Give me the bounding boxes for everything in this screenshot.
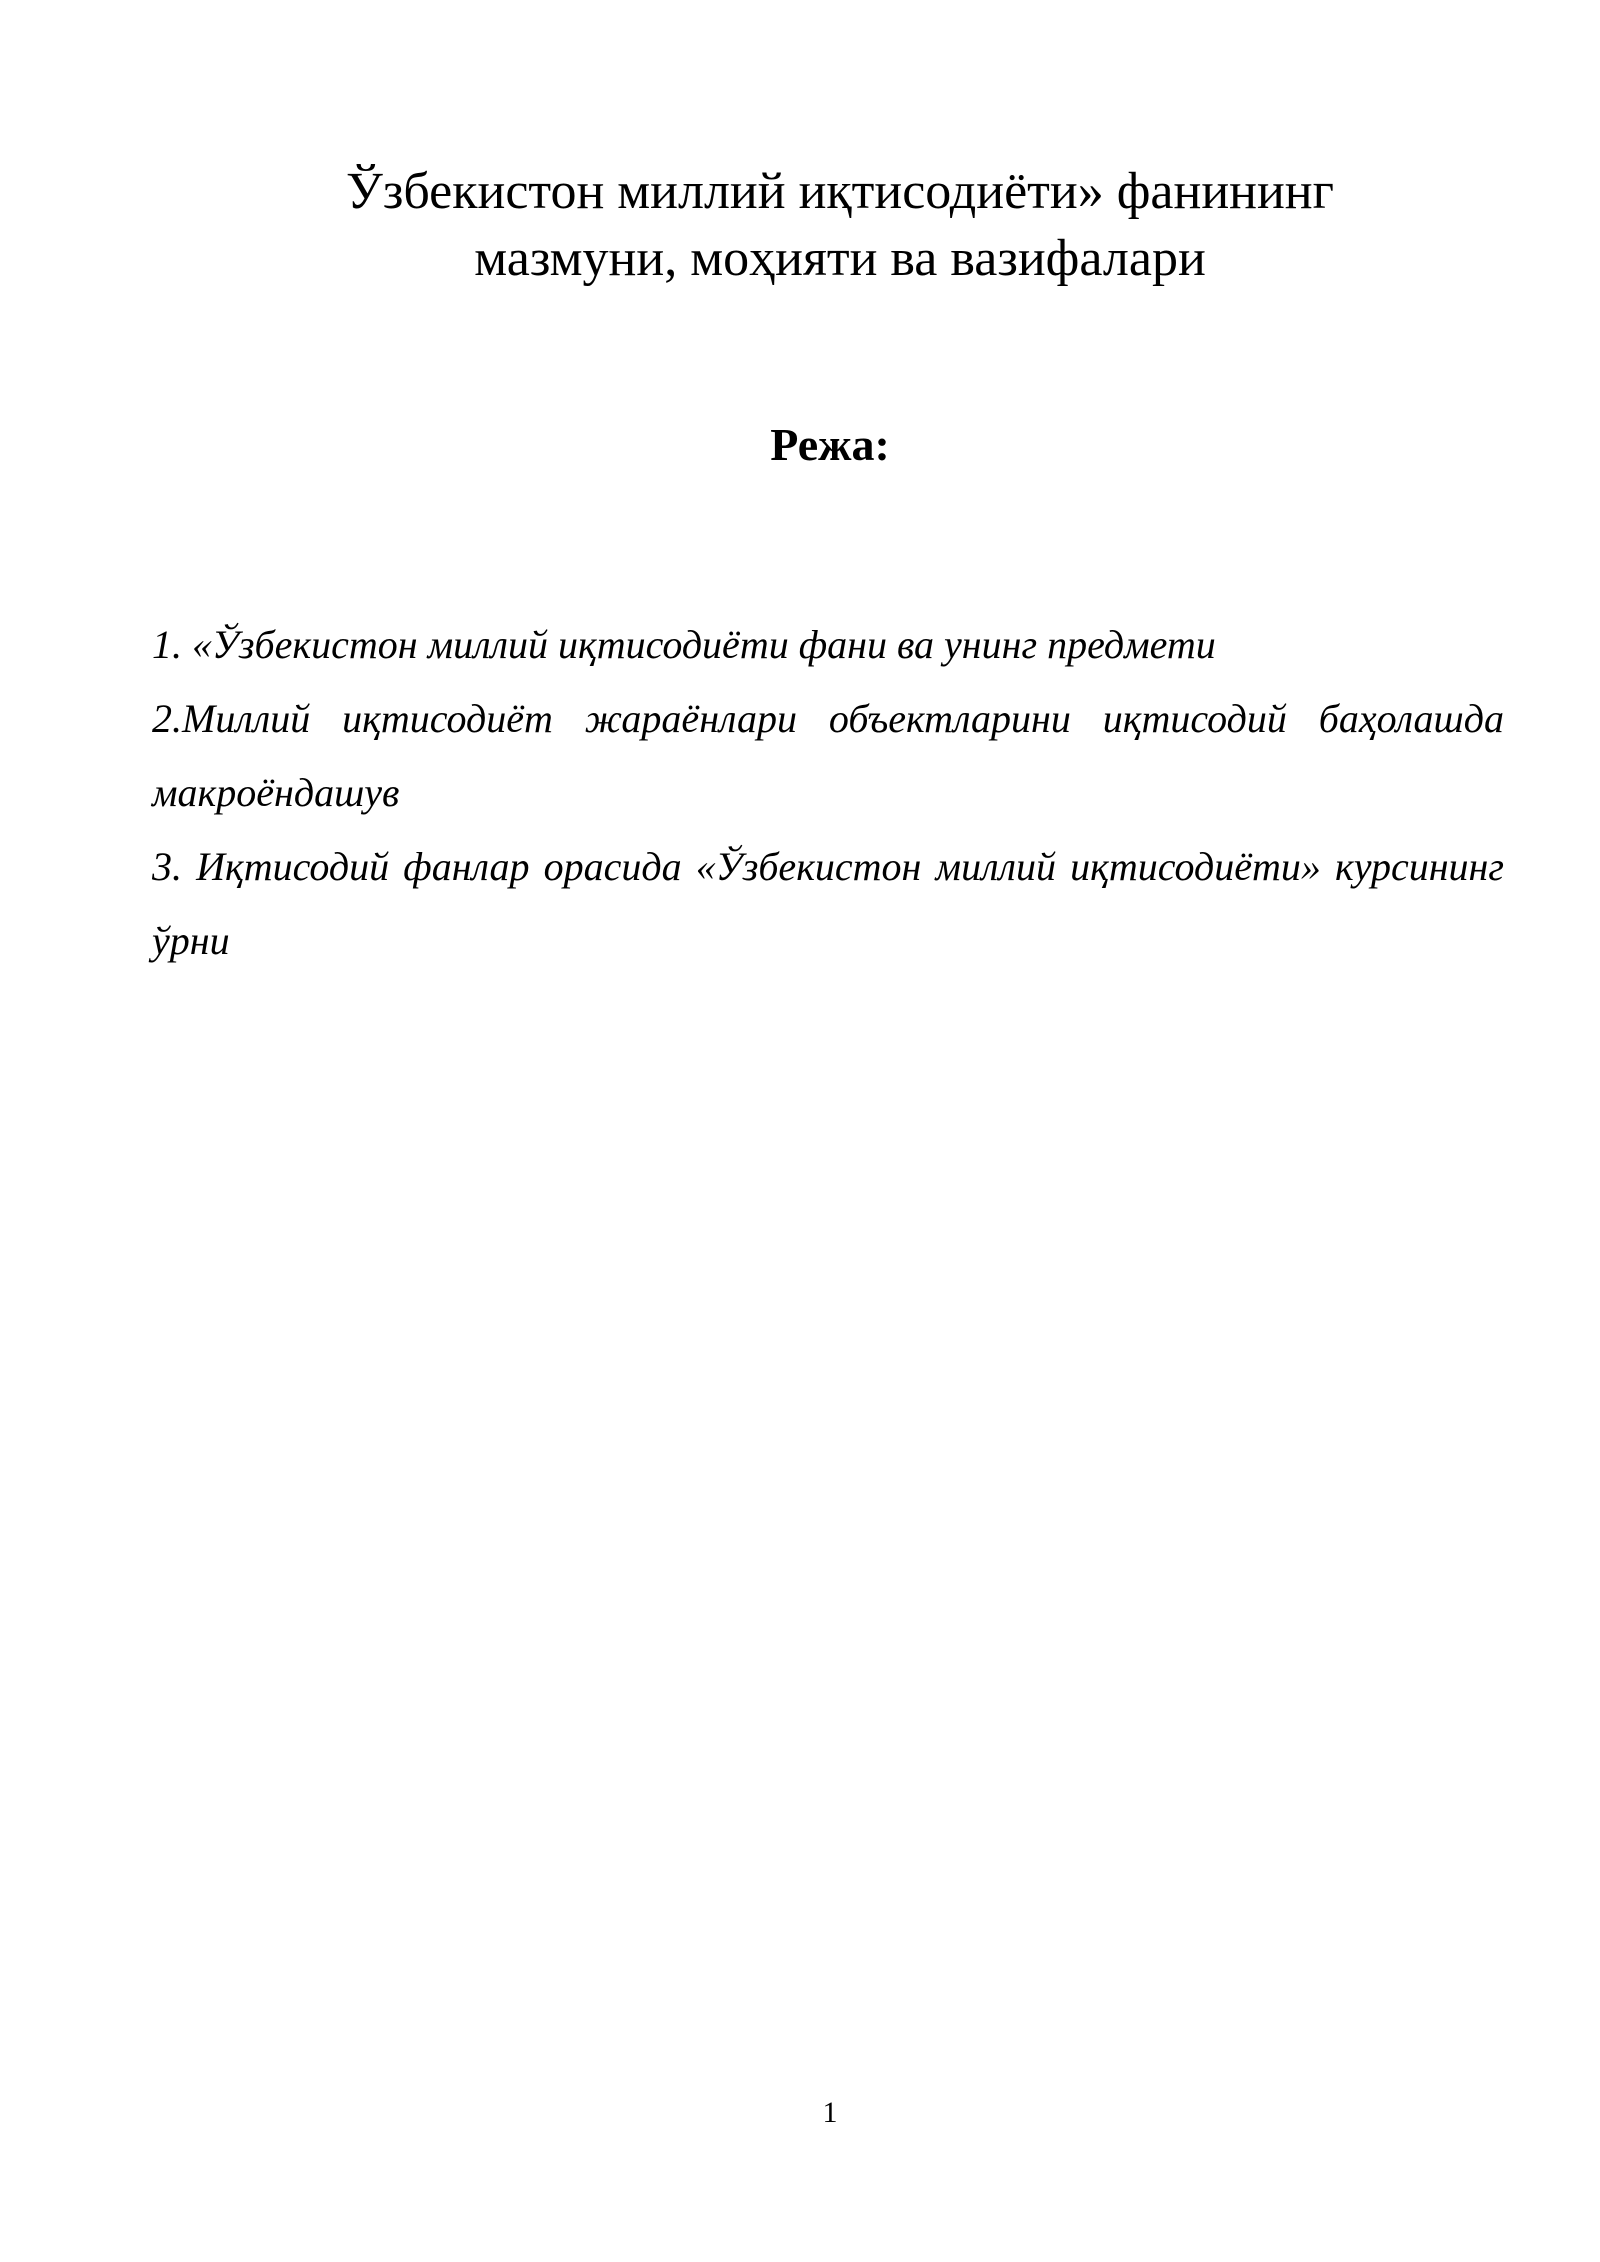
plan-item-3: 3. Иқтисодий фанлар орасида «Ўзбекистон миллий иқтисодиёти» курсининг ўрни <box>152 844 1504 963</box>
plan-item-2: 2.Миллий иқтисодиёт жараёнлари объектларини иқтисодий баҳолашда макроёндашув <box>152 696 1504 815</box>
title-line-2: мазмуни, моҳияти ва вазифалари <box>474 230 1206 287</box>
plan-heading: Режа: <box>770 419 890 470</box>
plan-item-1: 1. «Ўзбекистон миллий иқтисодиёти фани ва унинг предмети <box>152 622 1216 667</box>
title-line-1: Ўзбекистон миллий иқтисодиёти» фанининг <box>346 163 1334 220</box>
plan-list <box>152 608 1504 978</box>
page-number: 1 <box>822 2096 838 2129</box>
document-title <box>230 158 1450 292</box>
